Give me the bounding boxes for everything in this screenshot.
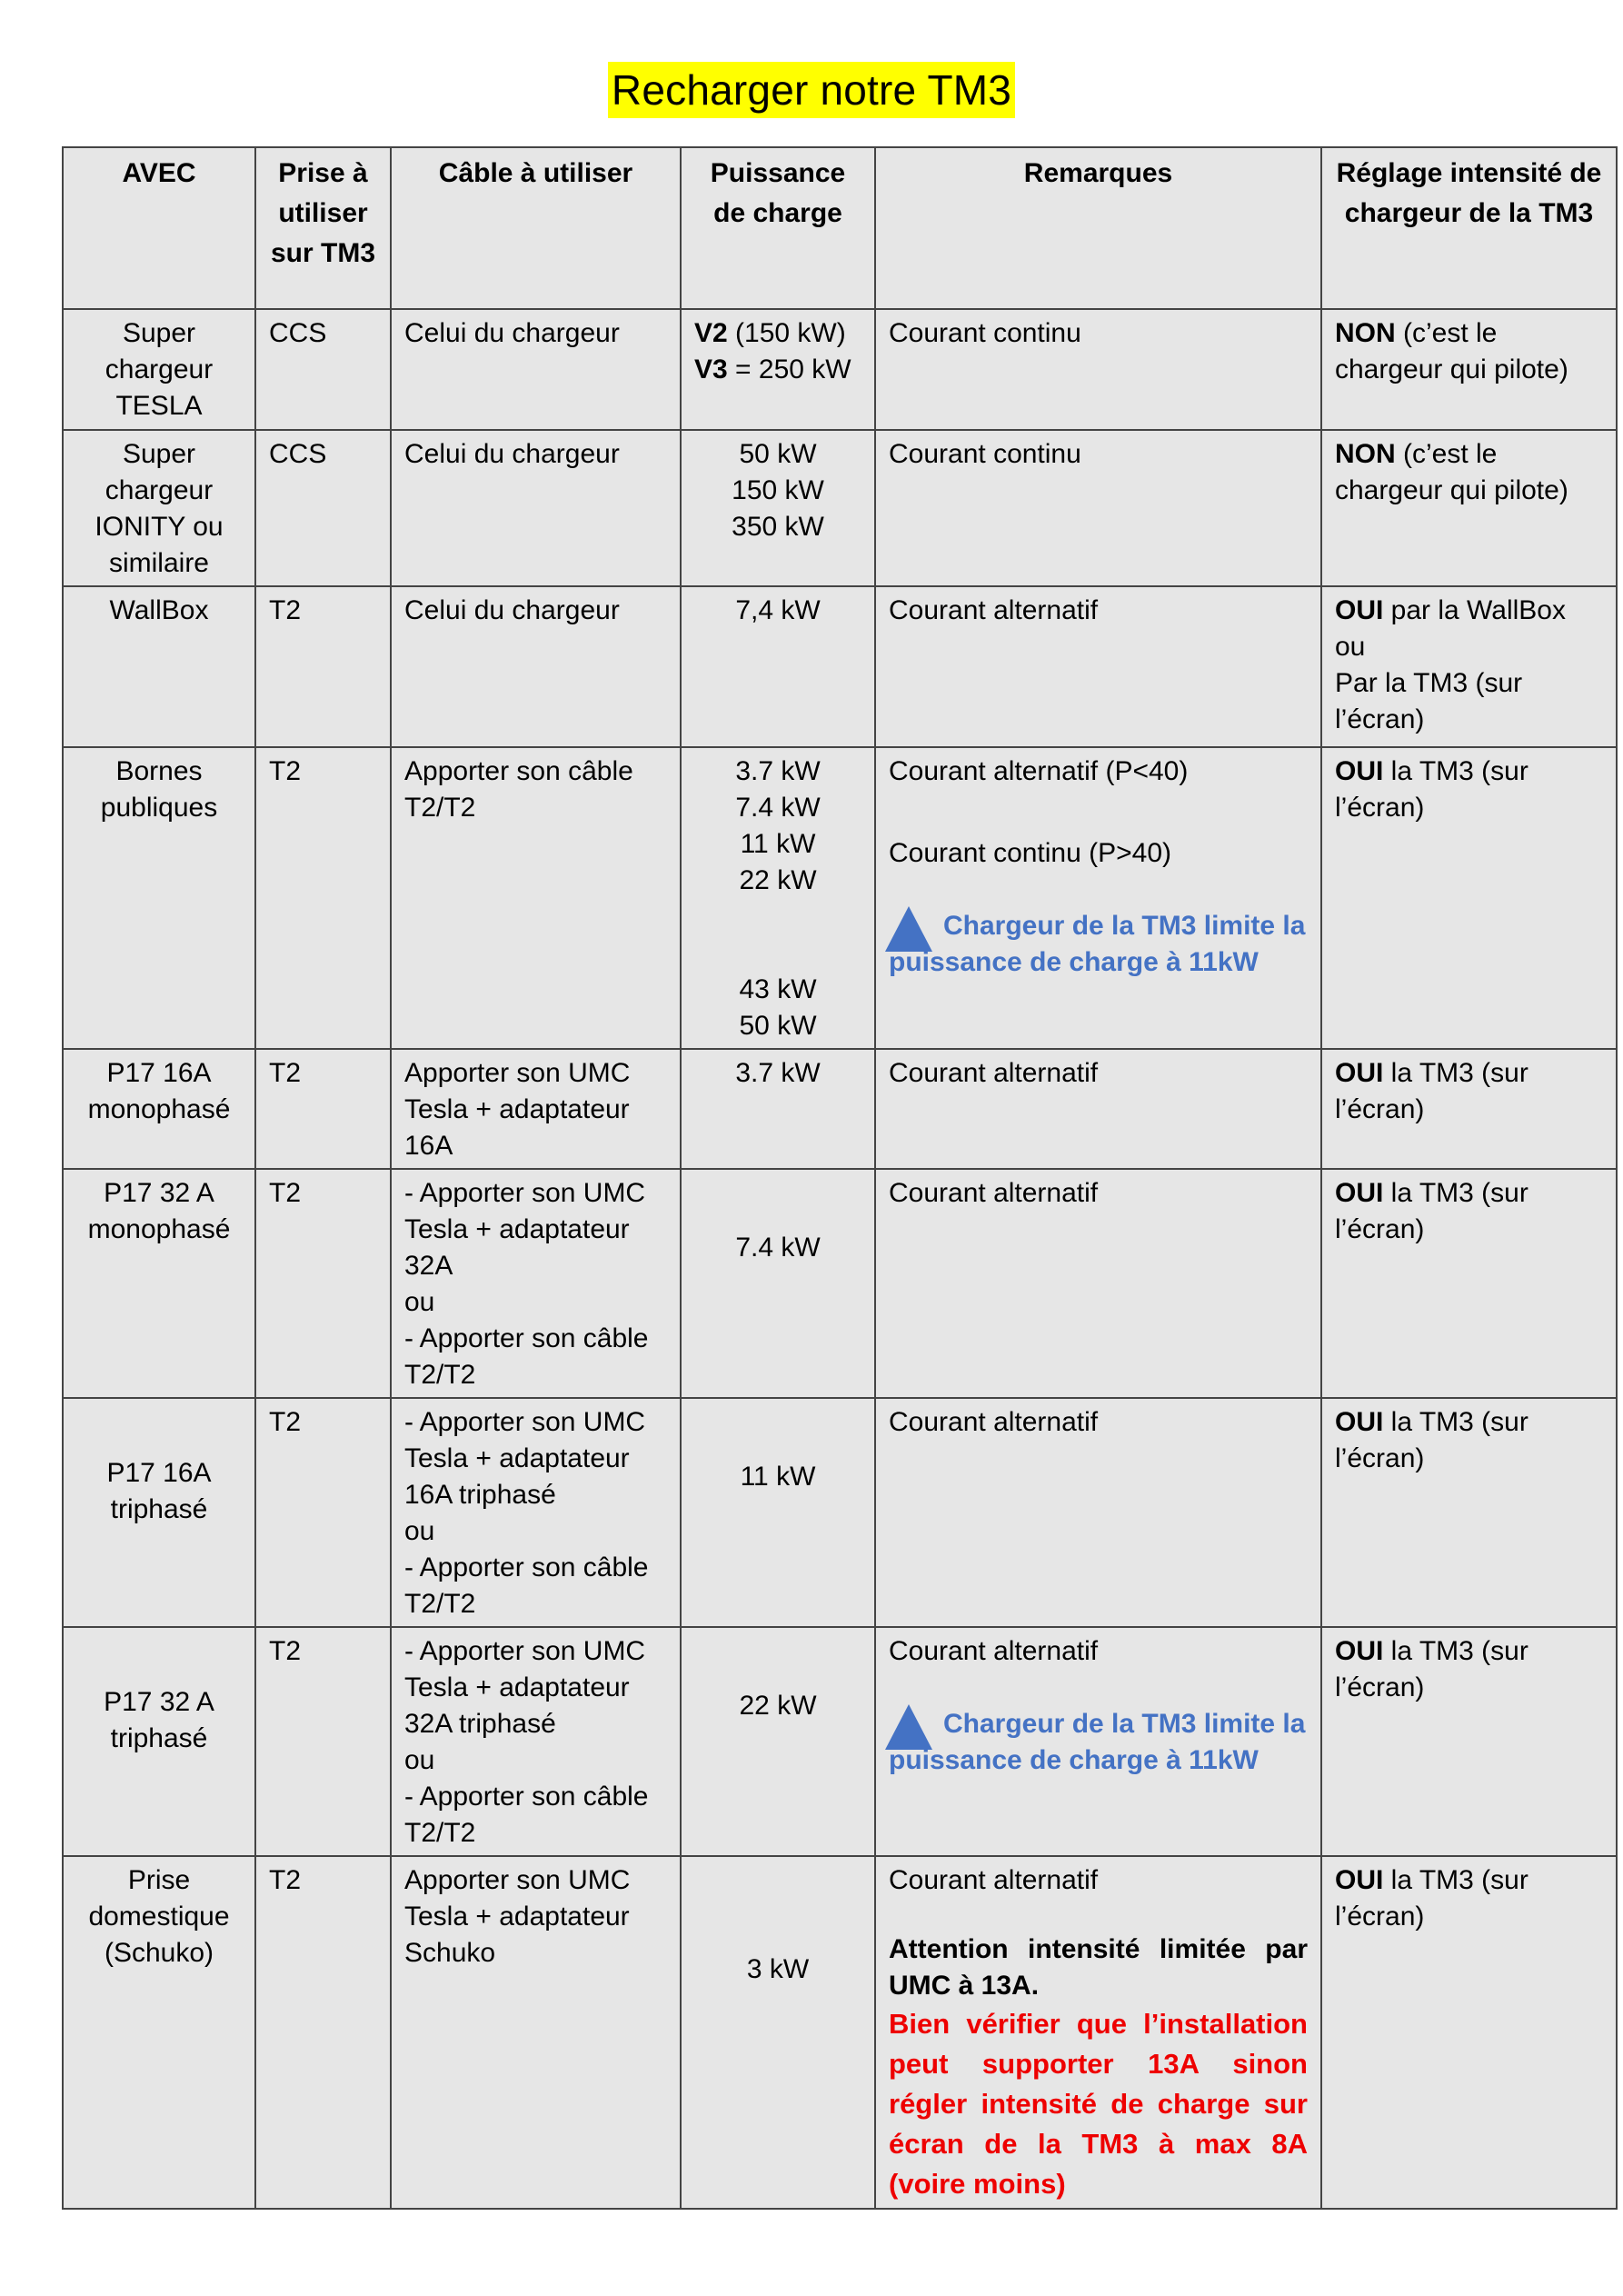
cell-reglage [1321, 1049, 1617, 1169]
reglage-line2: Par la TM3 (sur l’écran) [1335, 668, 1523, 734]
reglage-rest: (c’est le chargeur qui pilote) [1335, 439, 1568, 505]
reglage-bold: OUI [1335, 1178, 1384, 1208]
cell-prise: T2 [255, 1398, 391, 1627]
cell-prise: T2 [255, 1856, 391, 2209]
cable-line: - Apporter son câble T2/T2 [404, 1552, 649, 1619]
header-row [63, 147, 1617, 309]
cable-line: - Apporter son UMC Tesla + adaptateur 32A triphasé [404, 1636, 646, 1739]
reglage-bold: NON [1335, 318, 1396, 348]
cell-reglage [1321, 747, 1617, 1049]
reglage-rest: la TM3 (sur l’écran) [1335, 1407, 1528, 1473]
cell-avec: Prise domestique (Schuko) [63, 1856, 255, 2209]
cell-cable: Apporter son UMC Tesla + adaptateur Schuko [391, 1856, 681, 2209]
cell-prise: T2 [255, 1169, 391, 1398]
charging-table [62, 146, 1618, 2210]
cell-reglage [1321, 1627, 1617, 1856]
cell-remarques [875, 1627, 1321, 1856]
header-puissance: Puissance de charge [681, 147, 875, 309]
cell-remarques [875, 1856, 1321, 2209]
cell-prise: T2 [255, 747, 391, 1049]
cell-remarques [875, 747, 1321, 1049]
cell-cable [391, 1169, 681, 1398]
cell-remarques: Courant alternatif [875, 1049, 1321, 1169]
cell-cable [391, 1398, 681, 1627]
cell-remarques: Courant alternatif [875, 1169, 1321, 1398]
cell-remarques: Courant continu [875, 430, 1321, 586]
puissance-line: 43 kW [739, 974, 817, 1004]
reglage-rest: la TM3 (sur l’écran) [1335, 1058, 1528, 1124]
cell-reglage [1321, 1169, 1617, 1398]
cell-puissance: 3.7 kW [681, 1049, 875, 1169]
reglage-bold: OUI [1335, 1865, 1384, 1895]
cell-puissance [681, 430, 875, 586]
cell-reglage [1321, 430, 1617, 586]
remarque-line: Courant alternatif [889, 1636, 1099, 1666]
cell-avec: Bornes publiques [63, 747, 255, 1049]
cell-avec: P17 16A triphasé [63, 1398, 255, 1627]
puissance-line: 3.7 kW [735, 756, 821, 786]
warning-note [889, 908, 1308, 981]
cell-puissance: 3 kW [681, 1856, 875, 2209]
warning-note [889, 1706, 1308, 1779]
cell-puissance: 7.4 kW [681, 1169, 875, 1398]
cell-reglage [1321, 309, 1617, 430]
table-row [63, 747, 1617, 1049]
puissance-line: 50 kW [739, 1011, 817, 1041]
v2-label: V2 [694, 318, 728, 348]
cell-prise: CCS [255, 430, 391, 586]
reglage-rest: (c’est le chargeur qui pilote) [1335, 318, 1568, 384]
cell-reglage [1321, 1856, 1617, 2209]
cell-puissance: 22 kW [681, 1627, 875, 1856]
cell-avec: Super chargeur TESLA [63, 309, 255, 430]
puissance-line: 350 kW [732, 512, 824, 542]
cell-cable [391, 1627, 681, 1856]
warning-triangle-icon [885, 906, 932, 952]
puissance-line: 7.4 kW [735, 793, 821, 823]
header-remarques: Remarques [875, 147, 1321, 309]
warning-text: Chargeur de la TM3 limite la puissance de charge à 11kW [889, 1709, 1306, 1775]
puissance-line: 22 kW [739, 865, 817, 895]
header-cable: Câble à utiliser [391, 147, 681, 309]
header-prise: Prise à utiliser sur TM3 [255, 147, 391, 309]
cell-avec: P17 16A monophasé [63, 1049, 255, 1169]
v3-label: V3 [694, 354, 728, 384]
reglage-bold: OUI [1335, 756, 1384, 786]
cable-line: - Apporter son UMC Tesla + adaptateur 16A triphasé [404, 1407, 646, 1510]
cell-avec: P17 32 A monophasé [63, 1169, 255, 1398]
table-row [63, 1049, 1617, 1169]
remarque-line: Courant alternatif (P<40) [889, 756, 1189, 786]
cable-line: - Apporter son câble T2/T2 [404, 1323, 649, 1390]
reglage-bold: OUI [1335, 1407, 1384, 1437]
cell-cable: Celui du chargeur [391, 430, 681, 586]
cell-cable: Apporter son câble T2/T2 [391, 747, 681, 1049]
warning-text: Chargeur de la TM3 limite la puissance de charge à 11kW [889, 911, 1306, 977]
puissance-line: 11 kW [740, 829, 816, 859]
page-title: Recharger notre TM3 [608, 62, 1015, 118]
reglage-bold: NON [1335, 439, 1396, 469]
puissance-line: 150 kW [732, 475, 824, 505]
puissance-line: 50 kW [739, 439, 817, 469]
header-avec: AVEC [63, 147, 255, 309]
title-wrap [0, 62, 1623, 118]
cell-avec: WallBox [63, 586, 255, 747]
cable-line: - Apporter son câble T2/T2 [404, 1782, 649, 1848]
attention-note: Attention intensité limitée par UMC à 13A. [889, 1934, 1308, 2001]
cell-prise: CCS [255, 309, 391, 430]
cell-remarques: Courant continu [875, 309, 1321, 430]
v2-value: (150 kW) [727, 318, 846, 348]
v3-value: = 250 kW [727, 354, 851, 384]
cell-cable: Celui du chargeur [391, 309, 681, 430]
alert-note: Bien vérifier que l’installation peut supporter 13A sinon régler intensité de charge sur écran de la TM3 à max 8A (voire moins) [889, 2008, 1308, 2200]
cell-cable: Apporter son UMC Tesla + adaptateur 16A [391, 1049, 681, 1169]
table-row [63, 1627, 1617, 1856]
table-row [63, 1169, 1617, 1398]
remarque-line: Courant continu (P>40) [889, 838, 1172, 868]
cable-line: ou [404, 1745, 435, 1775]
cell-puissance: 11 kW [681, 1398, 875, 1627]
cell-remarques: Courant alternatif [875, 586, 1321, 747]
table-row [63, 1398, 1617, 1627]
table-row [63, 586, 1617, 747]
table-row [63, 309, 1617, 430]
cable-line: - Apporter son UMC Tesla + adaptateur 32A [404, 1178, 646, 1281]
cell-prise: T2 [255, 1627, 391, 1856]
cell-puissance [681, 309, 875, 430]
reglage-bold: OUI [1335, 595, 1384, 625]
table-row [63, 430, 1617, 586]
cell-reglage [1321, 1398, 1617, 1627]
cell-puissance: 7,4 kW [681, 586, 875, 747]
reglage-rest: la TM3 (sur l’écran) [1335, 1865, 1528, 1932]
cell-avec: Super chargeur IONITY ou similaire [63, 430, 255, 586]
cable-line: ou [404, 1287, 435, 1317]
reglage-bold: OUI [1335, 1636, 1384, 1666]
cell-avec: P17 32 A triphasé [63, 1627, 255, 1856]
remarque-line: Courant alternatif [889, 1865, 1099, 1895]
reglage-rest: la TM3 (sur l’écran) [1335, 1636, 1528, 1702]
cell-cable: Celui du chargeur [391, 586, 681, 747]
header-reglage: Réglage intensité de chargeur de la TM3 [1321, 147, 1617, 309]
cell-reglage [1321, 586, 1617, 747]
cell-prise: T2 [255, 1049, 391, 1169]
cell-prise: T2 [255, 586, 391, 747]
cell-remarques: Courant alternatif [875, 1398, 1321, 1627]
table-row [63, 1856, 1617, 2209]
cable-line: ou [404, 1516, 435, 1546]
warning-triangle-icon [885, 1704, 932, 1750]
reglage-bold: OUI [1335, 1058, 1384, 1088]
cell-puissance [681, 747, 875, 1049]
reglage-rest: la TM3 (sur l’écran) [1335, 1178, 1528, 1244]
reglage-rest: par la WallBox ou [1335, 595, 1566, 662]
reglage-rest: la TM3 (sur l’écran) [1335, 756, 1528, 823]
